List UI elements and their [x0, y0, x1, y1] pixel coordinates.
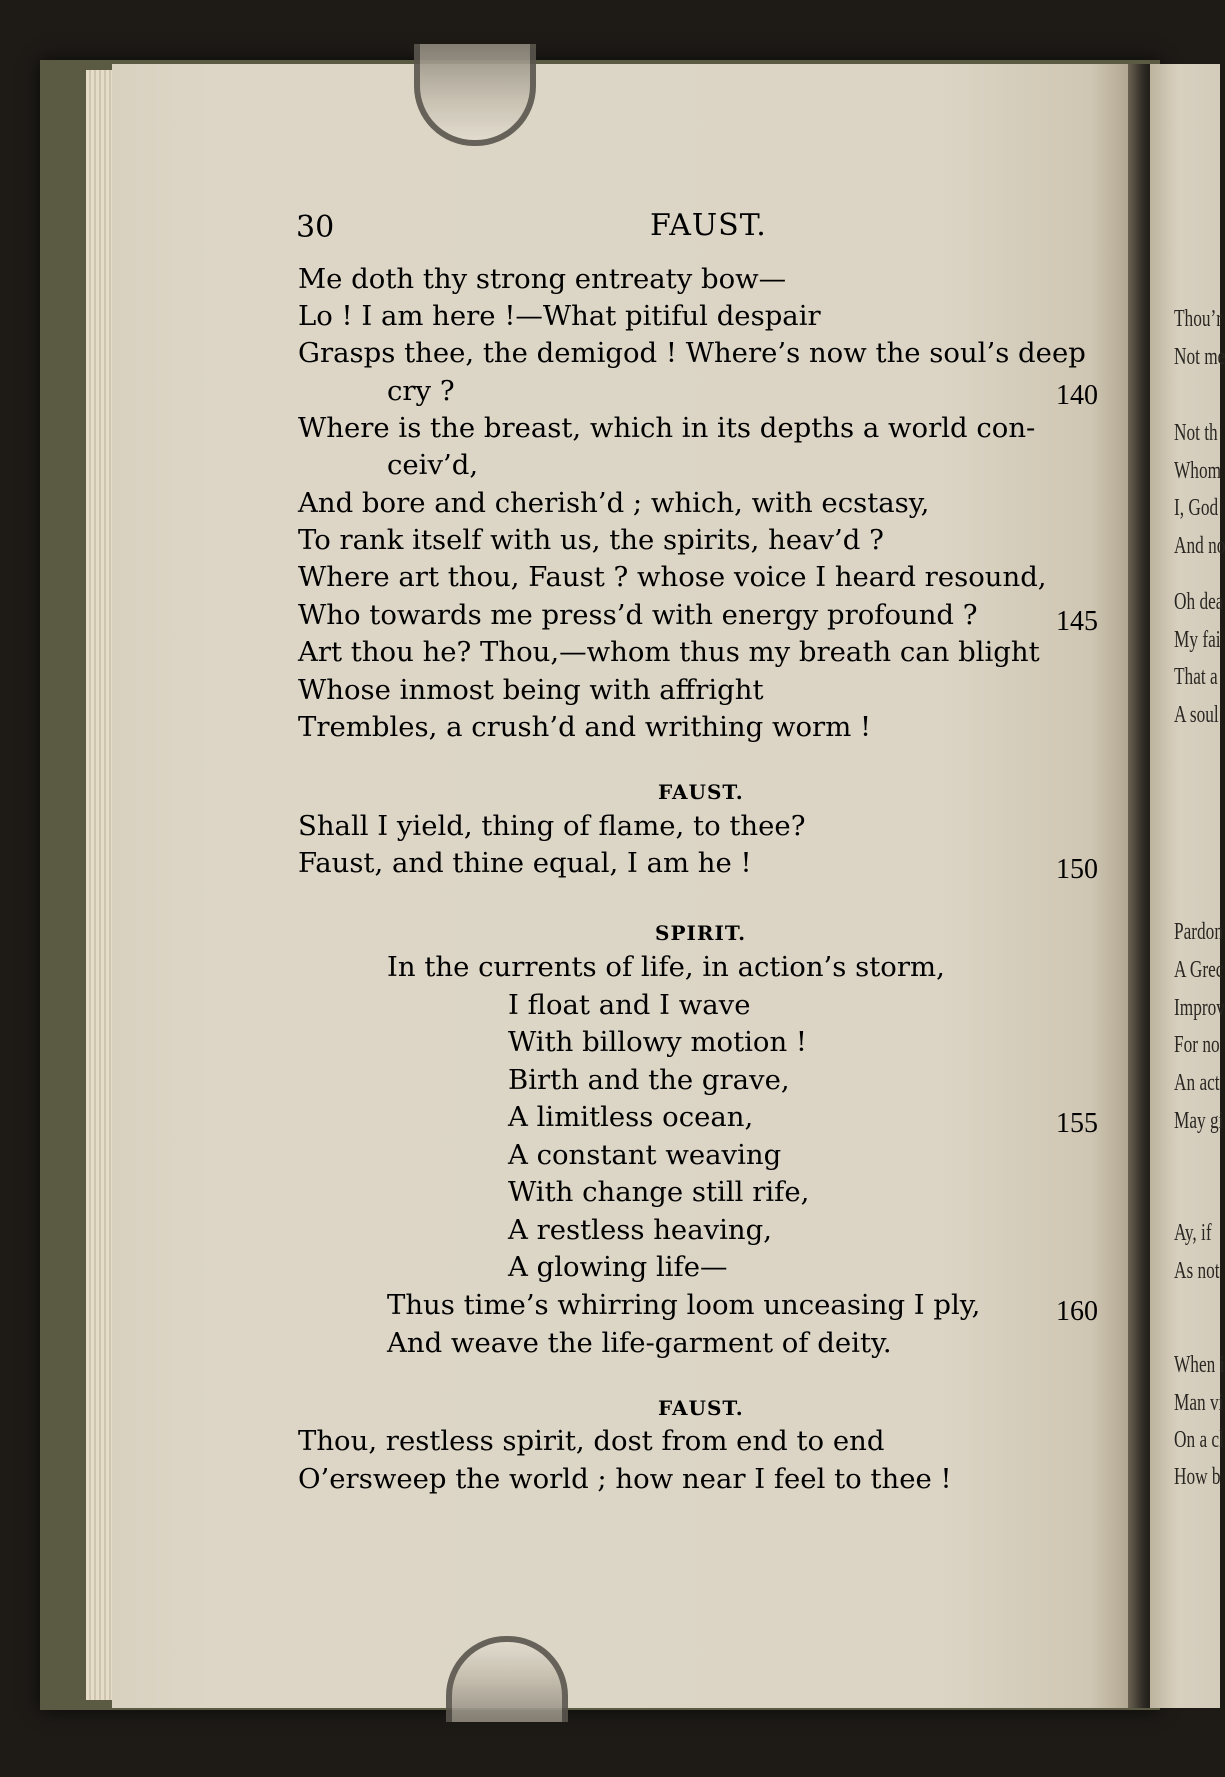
verse-line: Art thou he? Thou,—whom thus my breath can blight — [298, 636, 1040, 668]
next-page-line: Man vi — [1174, 1390, 1224, 1416]
next-page-line: Ay, if — [1174, 1220, 1212, 1246]
speaker-name: FAUST. — [658, 1396, 744, 1420]
line-number: 155 — [1056, 1108, 1098, 1139]
verse-line: A constant weaving — [508, 1139, 782, 1171]
next-page-line: A soul — [1174, 702, 1219, 728]
verse-line: And weave the life-garment of deity. — [387, 1327, 892, 1359]
verse-line: Grasps thee, the demigod ! Where’s now the soul’s deep — [298, 337, 1086, 369]
verse-line: A glowing life— — [508, 1251, 728, 1283]
verse-line: Birth and the grave, — [508, 1064, 790, 1096]
speaker-name: SPIRIT. — [655, 921, 747, 945]
verse-line: In the currents of life, in action’s storm, — [387, 951, 945, 983]
next-page-line: On a cl — [1174, 1427, 1224, 1453]
next-page-line: Oh dea — [1174, 589, 1224, 615]
next-page-line: May gi — [1174, 1108, 1224, 1134]
running-title: FAUST. — [650, 208, 767, 243]
verse-line: cry ? — [387, 375, 455, 407]
verse-line: Trembles, a crush’d and writhing worm ! — [298, 711, 872, 743]
line-number: 160 — [1056, 1296, 1098, 1327]
verse-line: Who towards me press’d with energy profound ? — [298, 599, 978, 631]
verse-line: Thou, restless spirit, dost from end to end — [298, 1425, 885, 1457]
next-page-line: An act — [1174, 1070, 1220, 1096]
verse-line: A limitless ocean, — [508, 1101, 754, 1133]
verse-line: O’ersweep the world ; how near I feel to thee ! — [298, 1463, 952, 1495]
verse-line: Lo ! I am here !—What pitiful despair — [298, 300, 821, 332]
verse-line: Me doth thy strong entreaty bow— — [298, 263, 787, 295]
line-number: 145 — [1056, 606, 1098, 637]
verse-line: With change still rife, — [508, 1176, 810, 1208]
verse-line: Shall I yield, thing of flame, to thee? — [298, 810, 806, 842]
verse-line: Faust, and thine equal, I am he ! — [298, 847, 752, 879]
next-page-line: A Grec — [1174, 957, 1224, 983]
next-page-line: As not — [1174, 1258, 1220, 1284]
next-page-line: Pardon — [1174, 919, 1223, 945]
verse-line: To rank itself with us, the spirits, heav’d ? — [298, 524, 884, 556]
page-number: 30 — [296, 210, 335, 245]
line-number: 140 — [1056, 380, 1098, 411]
next-page-line: My fai — [1174, 627, 1221, 653]
next-page-line: And no — [1174, 533, 1225, 559]
speaker-name: FAUST. — [658, 780, 744, 804]
next-page-line: Not me — [1174, 344, 1225, 370]
verse-line: A restless heaving, — [508, 1214, 772, 1246]
verse-line: ceiv’d, — [387, 449, 479, 481]
next-page-line: Whom — [1174, 458, 1222, 484]
next-page-line: Not th — [1174, 420, 1218, 446]
next-page-line: That a — [1174, 664, 1218, 690]
next-page-line: For no — [1174, 1032, 1220, 1058]
verse-line: Where art thou, Faust ? whose voice I heard resound, — [298, 561, 1047, 593]
verse-line: Thus time’s whirring loom unceasing I ply, — [387, 1289, 981, 1321]
next-page-line: How b — [1174, 1464, 1221, 1490]
next-page-fragment — [1150, 64, 1225, 1708]
next-page-line: Improv — [1174, 995, 1225, 1021]
line-number: 150 — [1056, 854, 1098, 885]
next-page-line: Thou’r — [1174, 306, 1222, 332]
next-page-line: I, God — [1174, 495, 1219, 521]
verse-line: I float and I wave — [508, 989, 751, 1021]
verse-line: With billowy motion ! — [508, 1026, 807, 1058]
next-page-line: When i — [1174, 1352, 1225, 1378]
verse-line: Where is the breast, which in its depths a world con- — [298, 412, 1036, 444]
verse-line: And bore and cherish’d ; which, with ecstasy, — [298, 487, 930, 519]
verse-line: Whose inmost being with affright — [298, 674, 764, 706]
